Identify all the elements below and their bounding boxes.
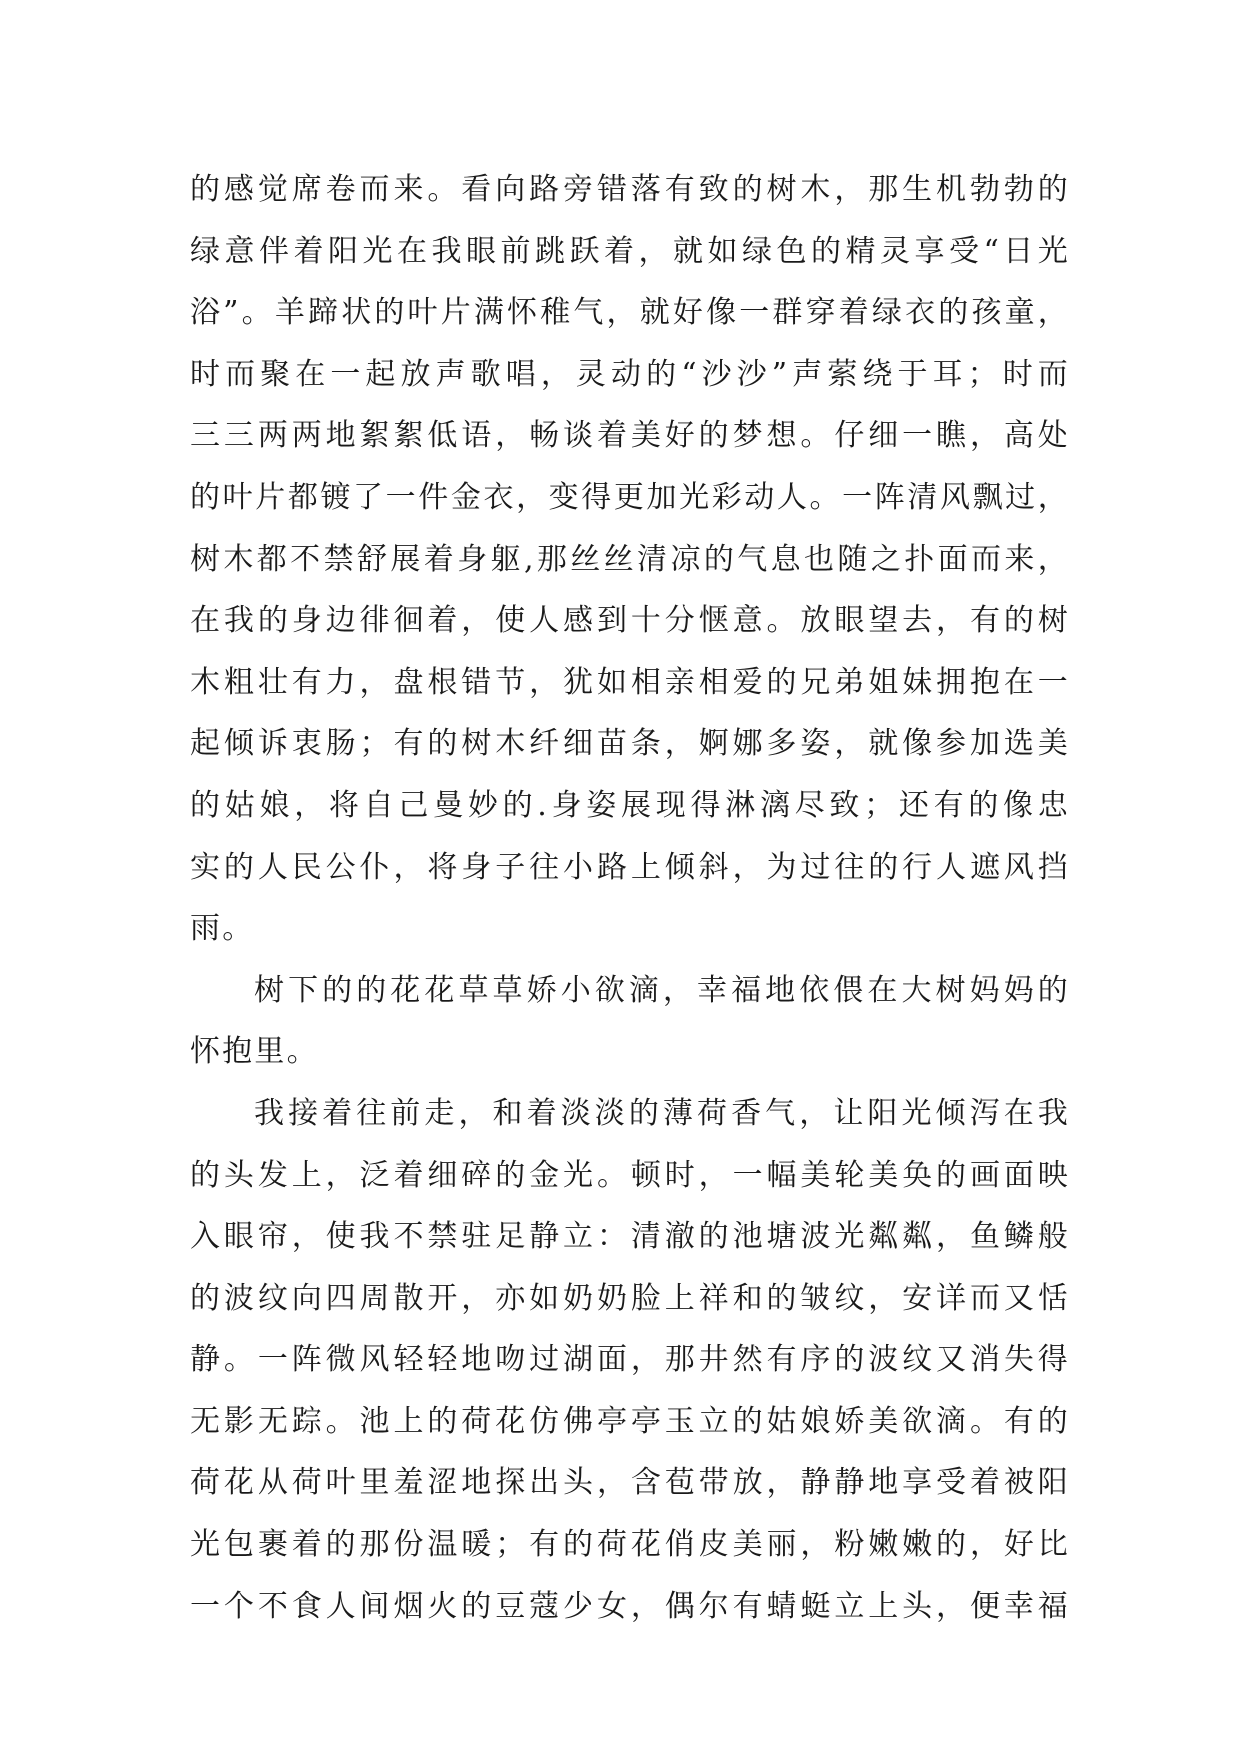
- text-line: 雨。: [190, 911, 255, 947]
- text-line: 无影无踪。池上的荷花仿佛亭亭玉立的姑娘娇美欲滴。有的: [190, 1403, 1070, 1439]
- text-line: 的头发上，泛着细碎的金光。顿时，一幅美轮美奂的画面映: [190, 1157, 1070, 1193]
- text-line: 树木都不禁舒展着身躯,那丝丝清凉的气息也随之扑面而来，: [190, 541, 1070, 577]
- text-line: 起倾诉衷肠；有的树木纤细苗条，婀娜多姿，就像参加选美: [190, 726, 1070, 762]
- text-line: 木粗壮有力，盘根错节，犹如相亲相爱的兄弟姐妹拥抱在一: [190, 664, 1070, 700]
- text-line: 怀抱里。: [190, 1034, 319, 1070]
- text-line: 光包裹着的那份温暖；有的荷花俏皮美丽，粉嫩嫩的，好比: [190, 1527, 1070, 1563]
- paragraph-first-line: 我接着往前走，和着淡淡的薄荷香气，让阳光倾泻在我: [254, 1095, 1070, 1131]
- paragraph-first-line: 树下的的花花草草娇小欲滴，幸福地依偎在大树妈妈的: [254, 972, 1070, 1008]
- text-line: 时而聚在一起放声歌唱，灵动的“沙沙”声萦绕于耳；时而: [190, 356, 1070, 392]
- body-text: [190, 159, 1070, 1637]
- text-line: 入眼帘，使我不禁驻足静立：清澈的池塘波光粼粼，鱼鳞般: [190, 1219, 1070, 1255]
- text-line: 的波纹向四周散开，亦如奶奶脸上祥和的皱纹，安详而又恬: [190, 1280, 1070, 1316]
- text-line: 荷花从荷叶里羞涩地探出头，含苞带放，静静地享受着被阳: [190, 1465, 1070, 1501]
- text-line: 在我的身边徘徊着，使人感到十分惬意。放眼望去，有的树: [190, 603, 1070, 639]
- text-line: 一个不食人间烟火的豆蔻少女，偶尔有蜻蜓立上头，便幸福: [190, 1588, 1070, 1624]
- text-line: 的感觉席卷而来。看向路旁错落有致的树木，那生机勃勃的: [190, 172, 1070, 207]
- text-line: 的姑娘，将自己曼妙的.身姿展现得淋漓尽致；还有的像忠: [190, 787, 1070, 823]
- text-line: 绿意伴着阳光在我眼前跳跃着，就如绿色的精灵享受“日光: [190, 233, 1070, 269]
- text-line: 浴”。羊蹄状的叶片满怀稚气，就好像一群穿着绿衣的孩童，: [190, 295, 1070, 331]
- text-line: 实的人民公仆，将身子往小路上倾斜，为过往的行人遮风挡: [190, 849, 1070, 885]
- text-line: 三三两两地絮絮低语，畅谈着美好的梦想。仔细一瞧，高处: [190, 418, 1070, 454]
- text-line: 的叶片都镀了一件金衣，变得更加光彩动人。一阵清风飘过，: [190, 479, 1070, 515]
- text-line: 静。一阵微风轻轻地吻过湖面，那井然有序的波纹又消失得: [190, 1342, 1070, 1378]
